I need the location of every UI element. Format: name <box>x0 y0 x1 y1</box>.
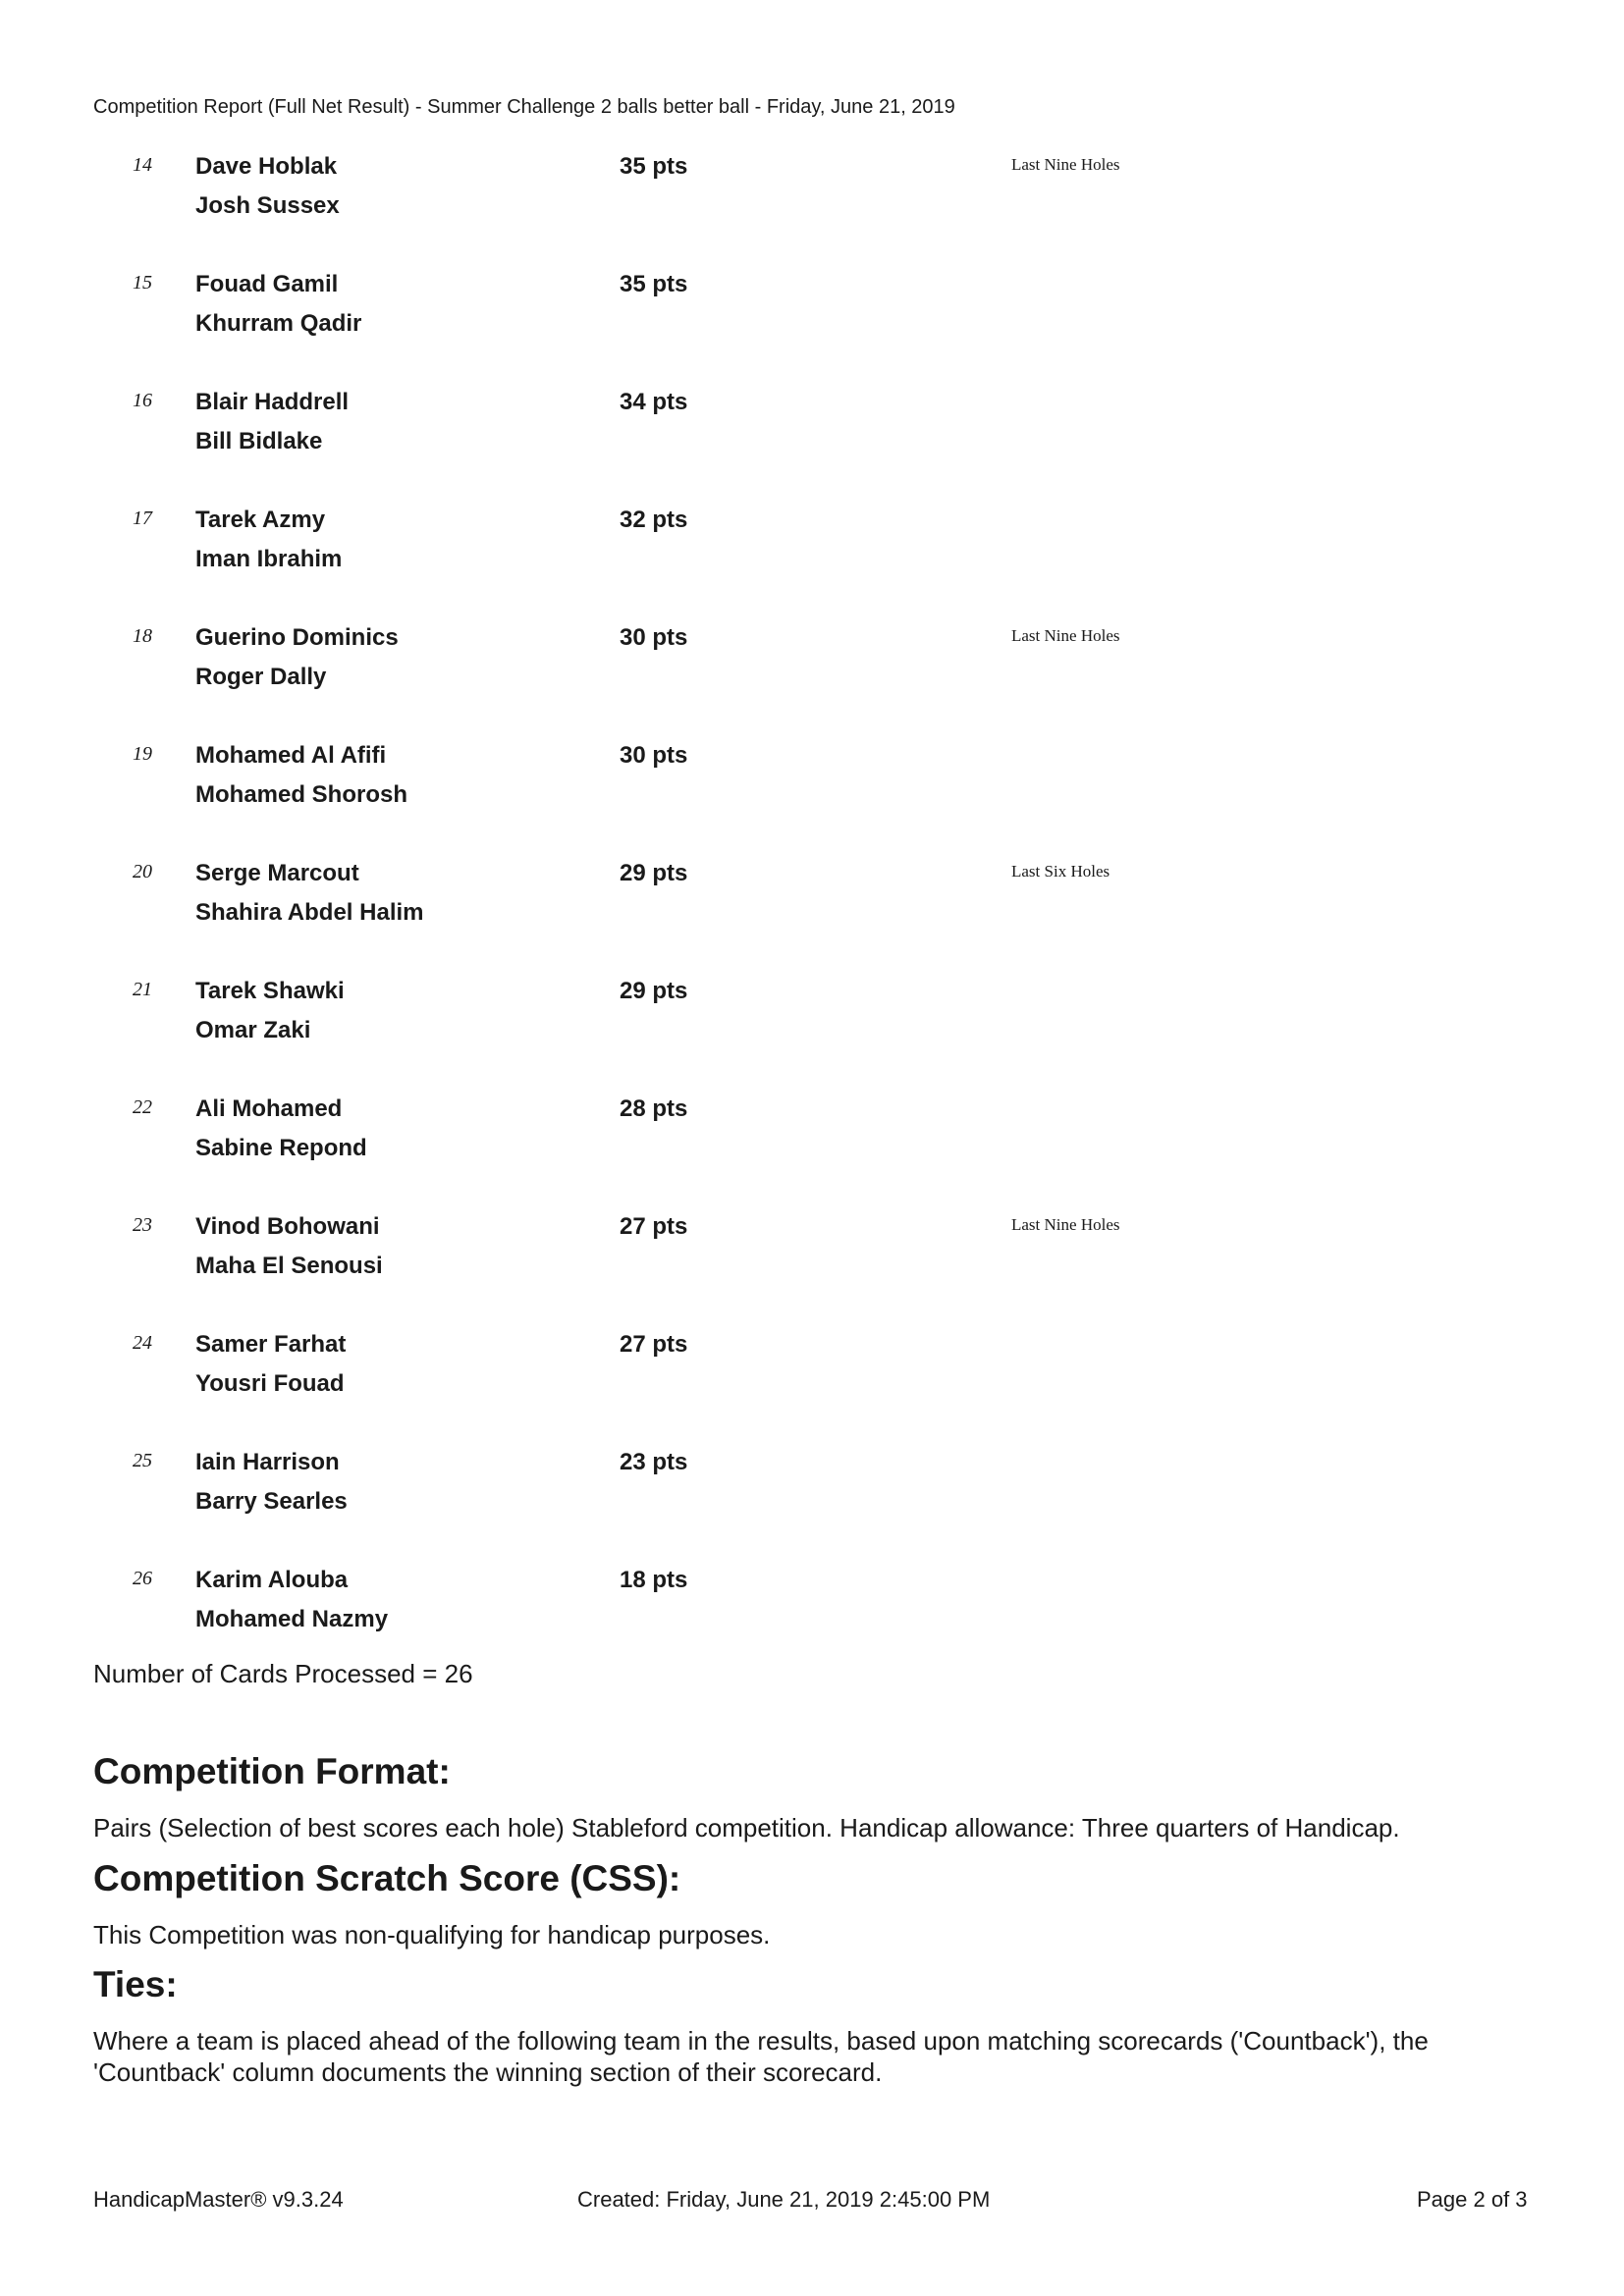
player-name-2: Barry Searles <box>195 1488 348 1515</box>
position-number: 20 <box>133 861 152 882</box>
player-name-2: Sabine Repond <box>195 1135 367 1161</box>
player-name-1: Ali Mohamed <box>195 1095 343 1122</box>
result-row <box>0 501 1624 618</box>
result-row <box>0 972 1624 1090</box>
result-row <box>0 147 1624 265</box>
position-number: 25 <box>133 1450 152 1471</box>
team-score: 18 pts <box>620 1567 688 1593</box>
result-row <box>0 854 1624 972</box>
player-name-1: Vinod Bohowani <box>195 1213 380 1240</box>
footer-created: Created: Friday, June 21, 2019 2:45:00 PM <box>577 2187 991 2212</box>
countback-note: Last Nine Holes <box>1011 155 1120 174</box>
player-name-1: Guerino Dominics <box>195 624 399 651</box>
result-row <box>0 1325 1624 1443</box>
team-score: 23 pts <box>620 1449 688 1475</box>
player-name-2: Bill Bidlake <box>195 428 323 454</box>
position-number: 16 <box>133 390 152 411</box>
player-name-1: Blair Haddrell <box>195 389 350 415</box>
player-name-2: Yousri Fouad <box>195 1370 345 1397</box>
team-score: 30 pts <box>620 742 688 769</box>
competition-format-text: Pairs (Selection of best scores each hole) Stableford competition. Handicap allowance: Three quarters of Handicap. <box>93 1813 1400 1842</box>
team-score: 32 pts <box>620 507 688 533</box>
team-score: 27 pts <box>620 1331 688 1358</box>
result-row <box>0 736 1624 854</box>
player-name-1: Dave Hoblak <box>195 153 338 180</box>
position-number: 14 <box>133 154 152 176</box>
player-name-1: Tarek Azmy <box>195 507 326 533</box>
team-score: 29 pts <box>620 860 688 886</box>
competition-format-heading: Competition Format: <box>93 1751 451 1791</box>
player-name-1: Samer Farhat <box>195 1331 347 1358</box>
team-score: 34 pts <box>620 389 688 415</box>
result-row <box>0 265 1624 383</box>
position-number: 18 <box>133 625 152 647</box>
results-list <box>0 147 1624 1679</box>
footer-software: HandicapMaster® v9.3.24 <box>93 2187 344 2212</box>
result-row <box>0 1443 1624 1561</box>
player-name-2: Shahira Abdel Halim <box>195 899 424 926</box>
ties-heading: Ties: <box>93 1964 178 2004</box>
team-score: 35 pts <box>620 153 688 180</box>
team-score: 35 pts <box>620 271 688 297</box>
css-heading: Competition Scratch Score (CSS): <box>93 1858 681 1898</box>
team-score: 27 pts <box>620 1213 688 1240</box>
ties-text: Where a team is placed ahead of the following team in the results, based upon matching scorecards ('Countback'), the 'Countback' column documents the winning section of their scorecard. <box>93 2026 1429 2087</box>
player-name-1: Tarek Shawki <box>195 978 345 1004</box>
position-number: 24 <box>133 1332 152 1354</box>
player-name-1: Fouad Gamil <box>195 271 339 297</box>
cards-processed: Number of Cards Processed = 26 <box>93 1659 473 1688</box>
countback-note: Last Nine Holes <box>1011 1215 1120 1234</box>
player-name-2: Khurram Qadir <box>195 310 362 337</box>
result-row <box>0 1090 1624 1207</box>
player-name-2: Roger Dally <box>195 664 327 690</box>
player-name-1: Karim Alouba <box>195 1567 349 1593</box>
player-name-2: Omar Zaki <box>195 1017 311 1043</box>
player-name-2: Josh Sussex <box>195 192 340 219</box>
player-name-2: Mohamed Shorosh <box>195 781 408 808</box>
position-number: 22 <box>133 1096 152 1118</box>
position-number: 17 <box>133 507 152 529</box>
player-name-1: Iain Harrison <box>195 1449 340 1475</box>
countback-note: Last Six Holes <box>1011 862 1110 881</box>
team-score: 30 pts <box>620 624 688 651</box>
position-number: 21 <box>133 979 152 1000</box>
player-name-2: Iman Ibrahim <box>195 546 343 572</box>
result-row <box>0 618 1624 736</box>
team-score: 29 pts <box>620 978 688 1004</box>
countback-note: Last Nine Holes <box>1011 626 1120 645</box>
team-score: 28 pts <box>620 1095 688 1122</box>
position-number: 26 <box>133 1568 152 1589</box>
position-number: 19 <box>133 743 152 765</box>
footer-page-number: Page 2 of 3 <box>1417 2187 1528 2212</box>
report-title: Competition Report (Full Net Result) - Summer Challenge 2 balls better ball - Friday, June 21, 2019 <box>93 96 955 118</box>
position-number: 23 <box>133 1214 152 1236</box>
player-name-2: Mohamed Nazmy <box>195 1606 389 1632</box>
position-number: 15 <box>133 272 152 294</box>
player-name-1: Mohamed Al Afifi <box>195 742 387 769</box>
result-row <box>0 1207 1624 1325</box>
result-row <box>0 383 1624 501</box>
player-name-2: Maha El Senousi <box>195 1253 383 1279</box>
css-text: This Competition was non-qualifying for handicap purposes. <box>93 1920 771 1949</box>
player-name-1: Serge Marcout <box>195 860 359 886</box>
